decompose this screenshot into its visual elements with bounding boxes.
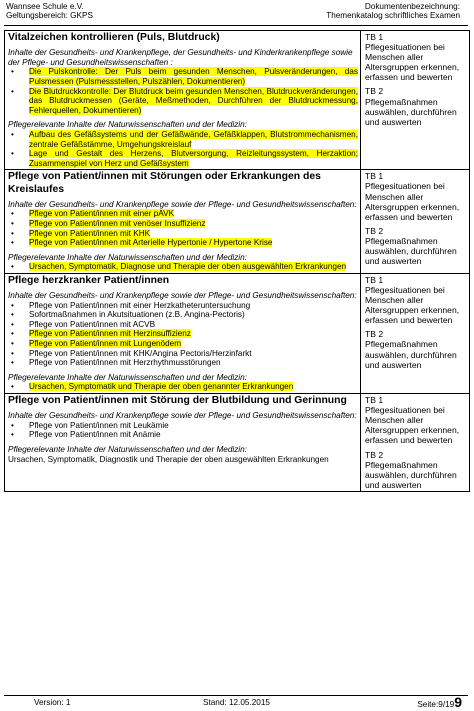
list-item-text: Pflege von Patient/innen mit KHK <box>29 228 151 238</box>
list-item-text: Aufbau des Gefäßsystems und der Gefäßwände, Gefäßklappen, Blutstrommechanismen, zentrale Gefäßstämme, Umgehungskreislauf <box>29 129 358 149</box>
doc-title: Themenkatalog schriftliches Examen <box>326 11 460 21</box>
tb-cell <box>361 394 470 492</box>
list-item-text: Die Pulskontrolle: Der Puls beim gesunden Menschen, Pulsveränderungen, das Pulsmessen (Pulsmessstellen, Pulszählen, Dokumentieren) <box>29 67 358 86</box>
list-item-text: Pflege von Patient/innen mit einer Herzkatheteruntersuchung <box>29 300 251 310</box>
tb2-title: TB 2 <box>365 449 384 460</box>
topic-row <box>5 273 470 393</box>
list-item <box>8 219 358 229</box>
topic-row <box>5 394 470 492</box>
list-item <box>8 301 358 311</box>
list-item <box>8 67 358 86</box>
tb2-title: TB 2 <box>365 86 384 97</box>
tb2-text: Pflegemaßnahmen auswählen, durchführen und auswerten <box>365 339 457 370</box>
list-item-text: Ursachen, Symptomatik, Diagnose und Therapie der oben ausgewählten Erkrankungen <box>29 262 347 272</box>
list-item-text: Pflege von Patient/innen mit Anämie <box>29 430 161 440</box>
list-item <box>8 382 358 392</box>
tb1-title: TB 1 <box>365 395 384 406</box>
section-intro: Inhalte der Gesundheits- und Krankenpflege sowie der Pflege- und Gesundheitswissenschaften: <box>8 411 357 421</box>
footer-version: Version: 1 <box>34 698 71 707</box>
topic-row <box>5 170 470 274</box>
list-item-text: Ursachen, Symptomatik und Therapie der oben genannter Erkrankungen <box>29 382 294 392</box>
tb-cell <box>361 31 470 170</box>
list-item <box>8 358 358 368</box>
list-item <box>8 329 358 339</box>
header-divider <box>4 25 468 26</box>
tb-cell <box>361 273 470 393</box>
topic-row <box>5 31 470 170</box>
page-number-large: 9 <box>454 694 462 710</box>
topic-table <box>4 30 470 492</box>
care-topic-list <box>8 67 358 115</box>
header-right <box>326 2 460 21</box>
footer-date: Stand: 12.05.2015 <box>203 698 270 707</box>
medicine-text: Ursachen, Symptomatik, Diagnostik und Therapie der oben ausgewählten Erkrankungen <box>8 454 329 464</box>
list-item-text: Pflege von Patient/innen mit Herzinsuffizienz <box>29 329 191 339</box>
scope-label: Geltungsbereich: GKPS <box>6 11 93 21</box>
medicine-heading: Pflegerelevante Inhalte der Naturwissenschaften und der Medizin: <box>8 252 247 262</box>
list-item-text: Sofortmaßnahmen in Akutsituationen (z.B. Angina-Pectoris) <box>29 310 245 320</box>
list-item-text: Lage und Gestalt des Herzens, Blutversorgung, Reizleitungssystem, Herzaktion; Zusammenspiel von Herz und Gefäßsystem <box>29 149 358 168</box>
list-item-text: Pflege von Patient/innen mit Lungenödem <box>29 339 182 349</box>
list-item-text: Die Blutdruckkontrolle: Der Blutdruck beim gesunden Menschen, Blutdruckveränderungen, das Blutdruckmessen (Geräte, Meßmethoden, Durchführen der Blutdruckmessung, Fehlerquellen, Dokumentieren) <box>29 86 358 115</box>
list-item-text: Pflege von Patient/innen mit Leukämie <box>29 420 169 430</box>
list-item <box>8 238 358 248</box>
footer-divider <box>4 695 468 696</box>
list-item <box>8 229 358 239</box>
tb1-text: Pflegesituationen bei Menschen aller Altersgruppen erkennen, erfassen und bewerten <box>365 405 460 446</box>
topic-cell <box>5 273 361 393</box>
footer-page <box>417 694 462 710</box>
list-item-text: Pflege von Patient/innen mit ACVB <box>29 319 156 329</box>
list-item <box>8 130 358 149</box>
topic-cell <box>5 170 361 274</box>
topic-cell <box>5 31 361 170</box>
tb-cell <box>361 170 470 274</box>
care-topic-list <box>8 301 358 368</box>
list-item-text: Pflege von Patient/innen mit Herzrhythmusstörungen <box>29 358 221 368</box>
medicine-topic-list <box>8 262 358 272</box>
medicine-heading: Pflegerelevante Inhalte der Naturwissenschaften und der Medizin: <box>8 372 247 382</box>
tb1-text: Pflegesituationen bei Menschen aller Altersgruppen erkennen, erfassen und bewerten <box>365 284 460 326</box>
tb1-title: TB 1 <box>365 274 384 285</box>
list-item <box>8 349 358 359</box>
medicine-heading: Pflegerelevante Inhalte der Naturwissenschaften und der Medizin: <box>8 120 247 130</box>
tb1-text: Pflegesituationen bei Menschen aller Altersgruppen erkennen, erfassen und bewerten <box>365 42 460 83</box>
topic-cell <box>5 394 361 492</box>
header-left <box>6 2 93 21</box>
care-topic-list <box>8 209 358 247</box>
list-item-text: Pflege von Patient/innen mit einer pAVK <box>29 209 175 219</box>
list-item <box>8 149 358 168</box>
tb2-text: Pflegemaßnahmen auswählen, durchführen und auswerten <box>365 96 457 127</box>
section-intro: Inhalte der Gesundheits- und Krankenpflege sowie der Pflege- und Gesundheitswissenschaften: <box>8 199 357 209</box>
section-title: Pflege von Patient/innen mit Störung der Blutbildung und Gerinnung <box>8 395 347 407</box>
section-title: Vitalzeichen kontrollieren (Puls, Blutdruck) <box>8 32 220 43</box>
tb1-text: Pflegesituationen bei Menschen aller Altersgruppen erkennen, erfassen und bewerten <box>365 181 460 222</box>
list-item <box>8 320 358 330</box>
list-item <box>8 310 358 320</box>
doc-label: Dokumentenbezeichnung: <box>364 2 460 11</box>
list-item <box>8 209 358 219</box>
list-item <box>8 87 358 116</box>
list-item <box>8 339 358 349</box>
section-intro: Inhalte der Gesundheits- und Krankenpflege sowie der Pflege- und Gesundheitswissenschaften: <box>8 291 357 301</box>
list-item-text: Pflege von Patient/innen mit Arterielle Hypertonie / Hypertone Krise <box>29 238 273 248</box>
tb1-title: TB 1 <box>365 171 384 182</box>
section-title: Pflege herzkranker Patient/innen <box>8 274 170 286</box>
tb2-text: Pflegemaßnahmen auswählen, durchführen und auswerten <box>365 459 457 490</box>
list-item <box>8 421 358 431</box>
list-item <box>8 262 358 272</box>
medicine-topic-list <box>8 382 358 392</box>
medicine-topic-list <box>8 130 358 168</box>
page-number: Seite:9/19 <box>417 700 455 709</box>
list-item-text: Pflege von Patient/innen mit venöser Insuffizienz <box>29 218 206 228</box>
section-intro: Inhalte der Gesundheits- und Krankenpflege, der Gesundheits- und Kinderkrankenpflege sowie der Pflege- und Gesundheitswissenschaften : <box>8 48 353 67</box>
section-title: Pflege von Patient/innen mit Störungen oder Erkrankungen des Kreislaufes <box>8 171 321 195</box>
tb2-title: TB 2 <box>365 329 384 340</box>
list-item-text: Pflege von Patient/innen mit KHK/Angina Pectoris/Herzinfarkt <box>29 348 252 358</box>
care-topic-list <box>8 421 358 440</box>
medicine-heading: Pflegerelevante Inhalte der Naturwissenschaften und der Medizin: <box>8 445 247 455</box>
tb2-title: TB 2 <box>365 225 384 236</box>
tb1-title: TB 1 <box>365 32 384 42</box>
tb2-text: Pflegemaßnahmen auswählen, durchführen und auswerten <box>365 235 457 267</box>
org-name: Wannsee Schule e.V. <box>6 2 84 11</box>
list-item <box>8 430 358 440</box>
